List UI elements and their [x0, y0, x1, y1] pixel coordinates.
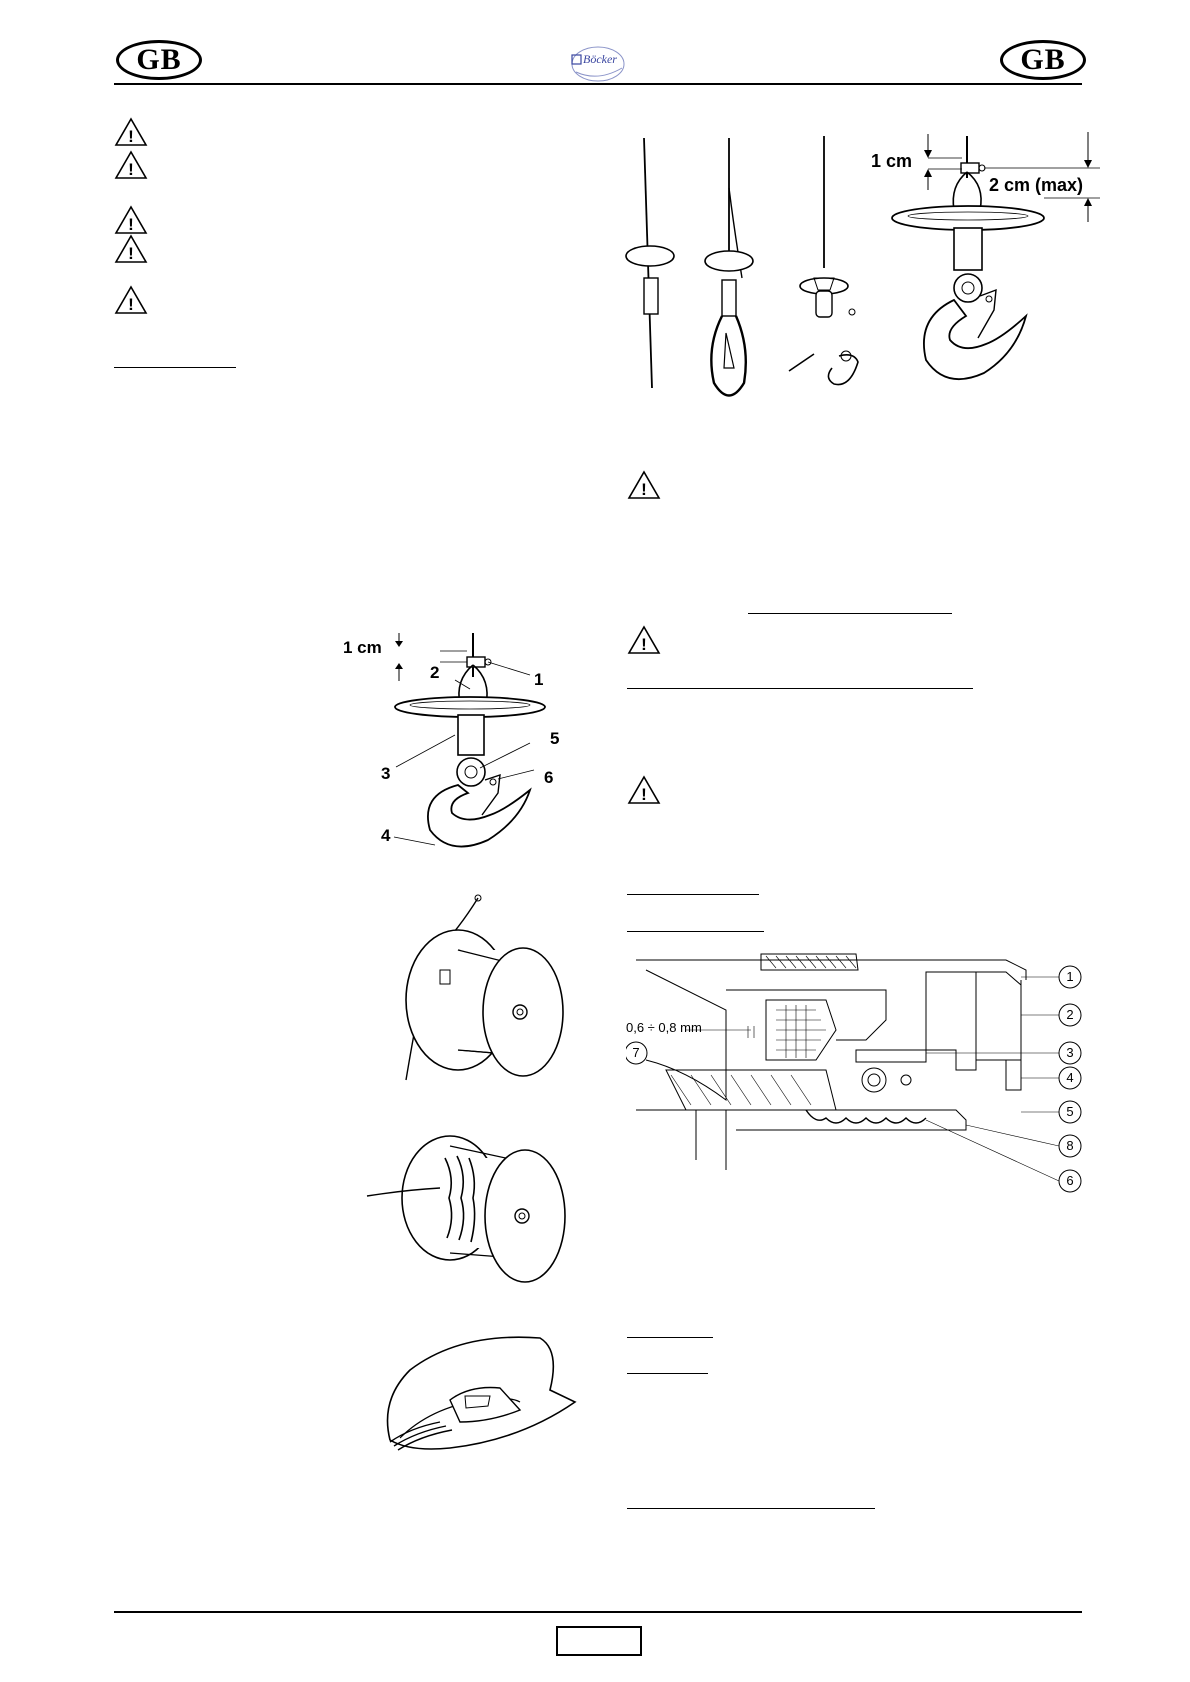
gb-badge-left: [116, 40, 202, 80]
footer-rule: [114, 1611, 1082, 1613]
cable-wedge-detail: [370, 1330, 580, 1460]
warning-triangle-icon: [627, 625, 661, 655]
section-heading-underline: [627, 688, 973, 689]
brake-callout-7: 7: [632, 1045, 640, 1060]
callout-3: 3: [381, 764, 391, 783]
cable-drum-diagram-2: [365, 1118, 575, 1298]
brake-callout-5: 5: [1066, 1104, 1074, 1119]
brake-callout-4: 4: [1066, 1070, 1074, 1085]
brake-callout-2: 2: [1066, 1007, 1074, 1022]
svg-text:!: !: [128, 295, 134, 314]
dimension-label-1cm: 1 cm: [343, 638, 382, 657]
gb-badge-left-text: GB: [136, 43, 182, 76]
callout-2: 2: [430, 663, 440, 682]
svg-text:!: !: [641, 480, 647, 499]
warning-triangle-icon: [114, 150, 148, 180]
brake-callout-3: 3: [1066, 1045, 1074, 1060]
svg-text:!: !: [641, 635, 647, 654]
gb-badge-right: [1000, 40, 1086, 80]
section-heading-underline: [627, 1337, 713, 1338]
svg-text:!: !: [128, 215, 134, 234]
section-heading-underline: [627, 894, 759, 895]
warning-triangle-icon: [627, 470, 661, 500]
section-heading-underline: [627, 931, 764, 932]
cable-drum-diagram-1: [398, 890, 578, 1090]
page-number-box: [556, 1626, 642, 1656]
section-heading-underline: [627, 1508, 875, 1509]
svg-text:!: !: [641, 785, 647, 804]
svg-text:!: !: [128, 127, 134, 146]
hook-assembly-diagram: [330, 625, 580, 875]
section-heading-underline: [748, 613, 952, 614]
brake-cross-section-drawing: [626, 950, 1096, 1210]
dimension-label-2cm-max: 2 cm (max): [989, 175, 1084, 195]
brake-gap-label: 0,6 ÷ 0,8 mm: [626, 1020, 702, 1035]
callout-5: 5: [550, 729, 560, 748]
brake-callout-1: 1: [1066, 969, 1074, 984]
svg-text:!: !: [128, 244, 134, 263]
dimension-label-1cm-top: 1 cm: [871, 151, 913, 171]
hook-clamp-dimension-diagram: [880, 128, 1100, 408]
section-heading-underline: [627, 1373, 708, 1374]
callout-1: 1: [534, 670, 544, 689]
logo-text: Böcker: [583, 52, 617, 66]
warning-triangle-icon: [114, 205, 148, 235]
callout-6: 6: [544, 768, 554, 787]
section-heading-underline: [114, 367, 236, 368]
brake-callout-8: 8: [1066, 1138, 1074, 1153]
warning-triangle-icon: [627, 775, 661, 805]
cable-terminations-diagram: [614, 128, 874, 418]
warning-triangle-icon: [114, 117, 148, 147]
company-logo: [568, 42, 628, 86]
header-rule: [114, 83, 1082, 85]
svg-text:!: !: [128, 160, 134, 179]
warning-triangle-icon: [114, 285, 148, 315]
gb-badge-right-text: GB: [1020, 43, 1066, 76]
warning-triangle-icon: [114, 234, 148, 264]
brake-callout-6: 6: [1066, 1173, 1074, 1188]
callout-4: 4: [381, 826, 391, 845]
